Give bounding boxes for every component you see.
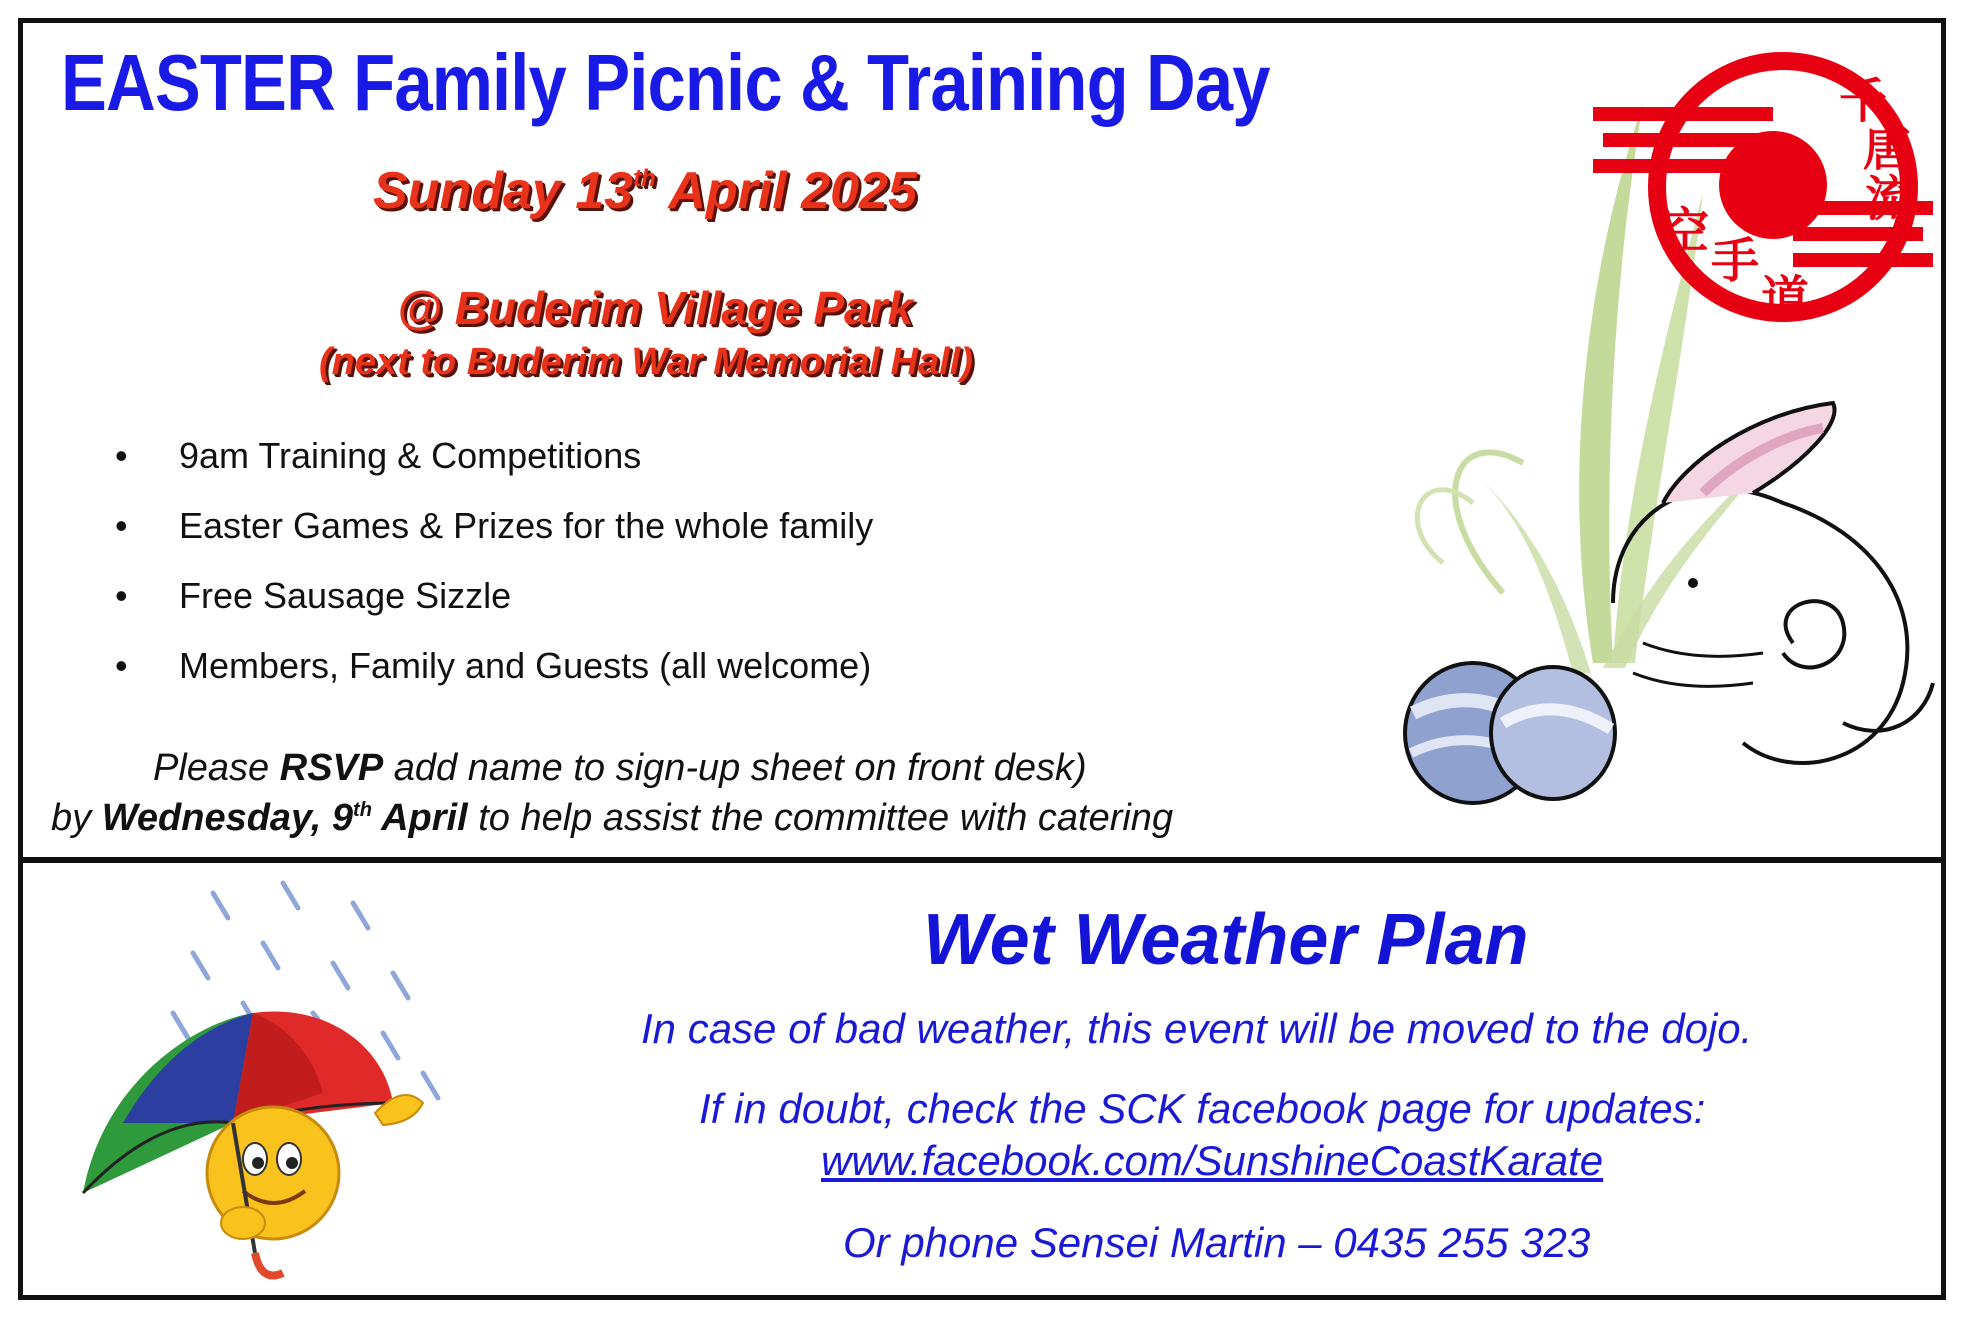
event-date: Sunday 13th April 2025 (373, 162, 917, 220)
event-venue: @ Buderim Village Park (397, 282, 914, 334)
wet-weather-title: Wet Weather Plan (923, 900, 1529, 980)
wet-weather-line-1: In case of bad weather, this event will be moved to the dojo. (641, 1005, 1753, 1052)
rsvp-line-1: Please RSVP add name to sign-up sheet on front desk) (153, 747, 1087, 789)
logo-char: 流 (1865, 171, 1914, 227)
logo-char: 空 (1661, 203, 1710, 259)
chito-ryu-logo (1593, 37, 1933, 337)
logo-char: 唐 (1863, 121, 1912, 177)
event-title: EASTER Family Picnic & Training Day (61, 38, 1270, 127)
event-venue-note: (next to Buderim War Memorial Hall) (319, 341, 973, 383)
logo-char: 手 (1711, 233, 1760, 289)
rsvp-line-2: by Wednesday, 9th April to help assist the committee with catering (51, 797, 1174, 839)
logo-char: 道 (1761, 271, 1810, 327)
contact-phone: Or phone Sensei Martin – 0435 255 323 (843, 1219, 1591, 1266)
logo-char: 千 (1839, 73, 1888, 129)
wet-weather-line-2: If in doubt, check the SCK facebook page for updates: (699, 1085, 1706, 1132)
facebook-link[interactable]: www.facebook.com/SunshineCoastKarate (821, 1137, 1604, 1184)
event-panel: EASTER Family Picnic & Training Day Sunday 13th April 2025 @ Buderim Village Park (next to Buderim War Memorial Hall) • 9am Training & Competitions • Easter Games & Prizes for the whole family • Free Sausage Sizzle • Members, Family and Guests (all welcome) Please RSVP add name to sign-up sheet on front desk) by Wednesday, 9th April to help assist the committee with catering 千 唐 流 空 手 道 (18, 18, 1946, 862)
wet-weather-panel (18, 858, 1946, 1300)
umbrella-smiley-illustration (83, 873, 523, 1293)
